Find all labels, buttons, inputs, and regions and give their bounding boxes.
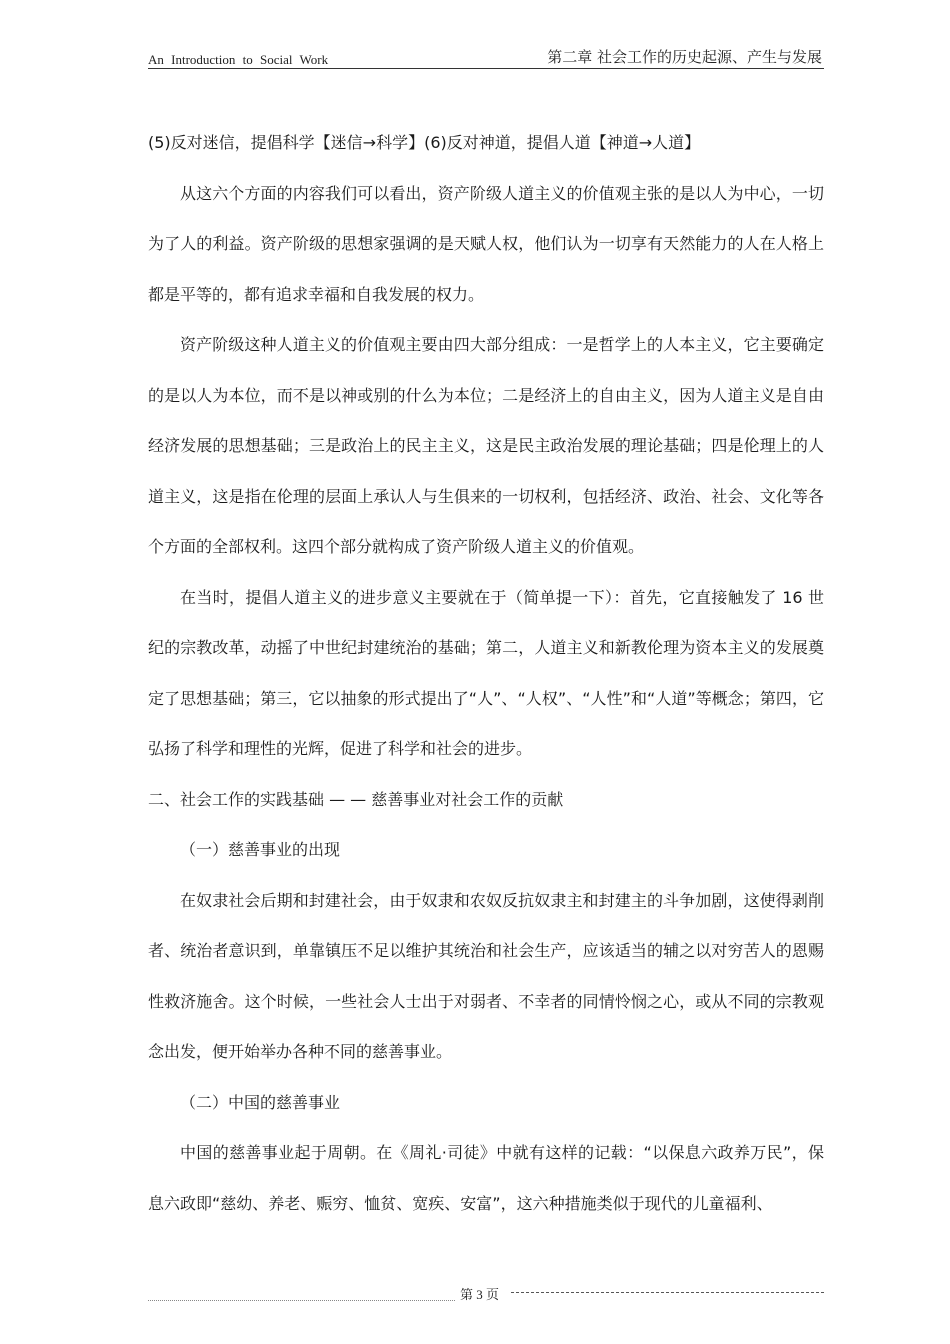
- footer-dotted-line: [148, 1300, 455, 1301]
- subsection-heading: （一）慈善事业的出现: [180, 840, 341, 859]
- paragraph: 中国的慈善事业起于周朝。在《周礼·司徒》中就有这样的记载：“以保息六政养万民”，保息六政即“慈幼、养老、赈穷、恤贫、宽疾、安富”，这六种措施类似于现代的儿童福利、: [148, 1143, 824, 1213]
- document-body: [148, 118, 824, 1229]
- paragraph-list-item: (5)反对迷信，提倡科学【迷信→科学】(6)反对神道，提倡人道【神道→人道】: [148, 133, 701, 152]
- section-heading: 二、社会工作的实践基础 — — 慈善事业对社会工作的贡献: [148, 789, 564, 809]
- footer-dashed-line: [511, 1292, 824, 1293]
- header-divider: [148, 68, 824, 69]
- header-title-english: An Introduction to Social Work: [148, 52, 329, 67]
- paragraph: 在当时，提倡人道主义的进步意义主要就在于（简单提一下）：首先，它直接触发了 16 世纪的宗教改革，动摇了中世纪封建统治的基础；第二，人道主义和新教伦理为资本主义的发展奠定了思想基础；第三，它以抽象的形式提出了“人”、“人权”、“人性”和“人道”等概念；第四，它弘扬了科学和理性的光辉，促进了科学和社会的进步。: [148, 587, 824, 758]
- paragraph: 资产阶级这种人道主义的价值观主要由四大部分组成：一是哲学上的人本主义，它主要确定的是以人为本位，而不是以神或别的什么为本位；二是经济上的自由主义，因为人道主义是自由经济发展的思想基础；三是政治上的民主主义，这是民主政治发展的理论基础；四是伦理上的人道主义，这是指在伦理的层面上承认人与生俱来的一切权利，包括经济、政治、社会、文化等各个方面的全部权利。这四个部分就构成了资产阶级人道主义的价值观。: [148, 335, 824, 556]
- page-footer: [148, 1284, 824, 1304]
- paragraph: 从这六个方面的内容我们可以看出，资产阶级人道主义的价值观主张的是以人为中心，一切为了人的利益。资产阶级的思想家强调的是天赋人权，他们认为一切享有天然能力的人在人格上都是平等的，都有追求幸福和自我发展的权力。: [148, 183, 824, 304]
- page-number: 第 3 页: [460, 1287, 500, 1302]
- paragraph: 在奴隶社会后期和封建社会，由于奴隶和农奴反抗奴隶主和封建主的斗争加剧，这使得剥削者、统治者意识到，单靠镇压不足以维护其统治和社会生产，应该适当的辅之以对穷苦人的恩赐性救济施舍。这个时候，一些社会人士出于对弱者、不幸者的同情怜悯之心，或从不同的宗教观念出发，便开始举办各种不同的慈善事业。: [148, 890, 824, 1061]
- header-chapter-title: 第二章 社会工作的历史起源、产生与发展: [547, 48, 822, 66]
- subsection-heading: （二）中国的慈善事业: [180, 1092, 341, 1112]
